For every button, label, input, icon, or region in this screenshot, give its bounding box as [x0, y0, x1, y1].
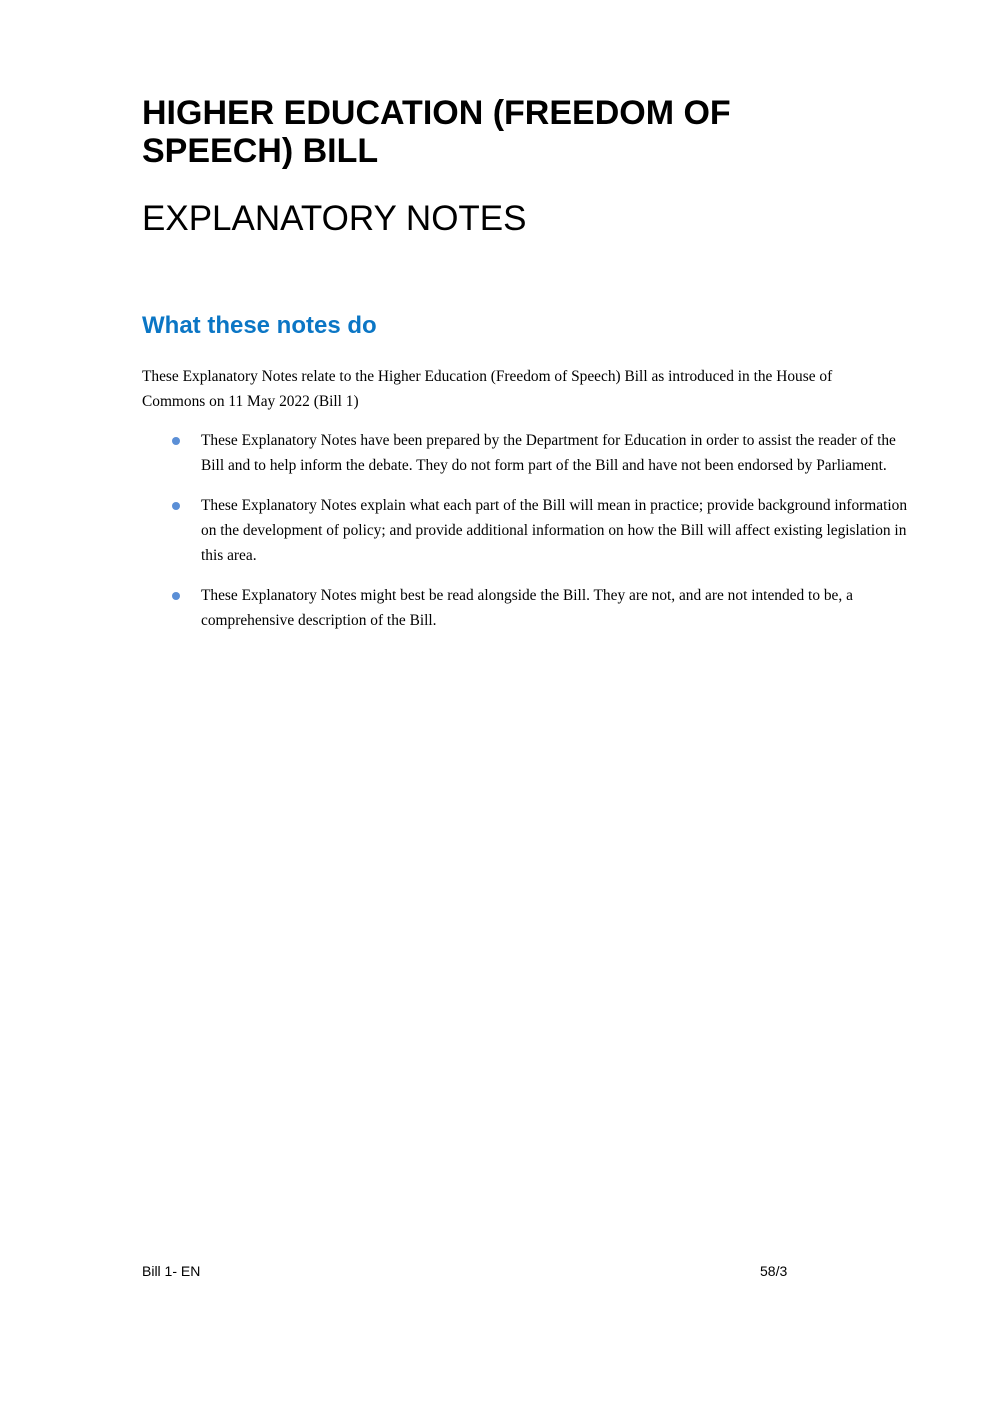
footer-page-reference: 58/3: [760, 1263, 788, 1279]
bullet-item: [142, 583, 912, 633]
bullet-text: These Explanatory Notes explain what each part of the Bill will mean in practice; provide background information on the development of policy; and provide additional information on how the Bill will affect existing legislation in this area.: [201, 497, 908, 564]
section-heading: What these notes do: [142, 312, 377, 339]
bill-title: HIGHER EDUCATION (FREEDOM OF SPEECH) BILL: [142, 94, 731, 170]
document-subtitle: EXPLANATORY NOTES: [142, 199, 527, 238]
bullet-dot-icon: [172, 592, 180, 600]
bullet-item: [142, 428, 912, 478]
bullet-dot-icon: [172, 437, 180, 445]
bullet-dot-icon: [172, 502, 180, 510]
bullet-list: [142, 428, 912, 648]
intro-paragraph: These Explanatory Notes relate to the Higher Education (Freedom of Speech) Bill as introduced in the House of Commons on 11 May 2022 (Bill 1): [142, 368, 833, 410]
bullet-text: These Explanatory Notes have been prepared by the Department for Education in order to assist the reader of the Bill and to help inform the debate. They do not form part of the Bill and have not been endorsed by Parliament.: [201, 432, 896, 474]
bullet-text: These Explanatory Notes might best be read alongside the Bill. They are not, and are not intended to be, a comprehensive description of the Bill.: [201, 587, 853, 629]
footer-bill-reference: Bill 1- EN: [142, 1263, 201, 1279]
bullet-item: [142, 493, 912, 568]
